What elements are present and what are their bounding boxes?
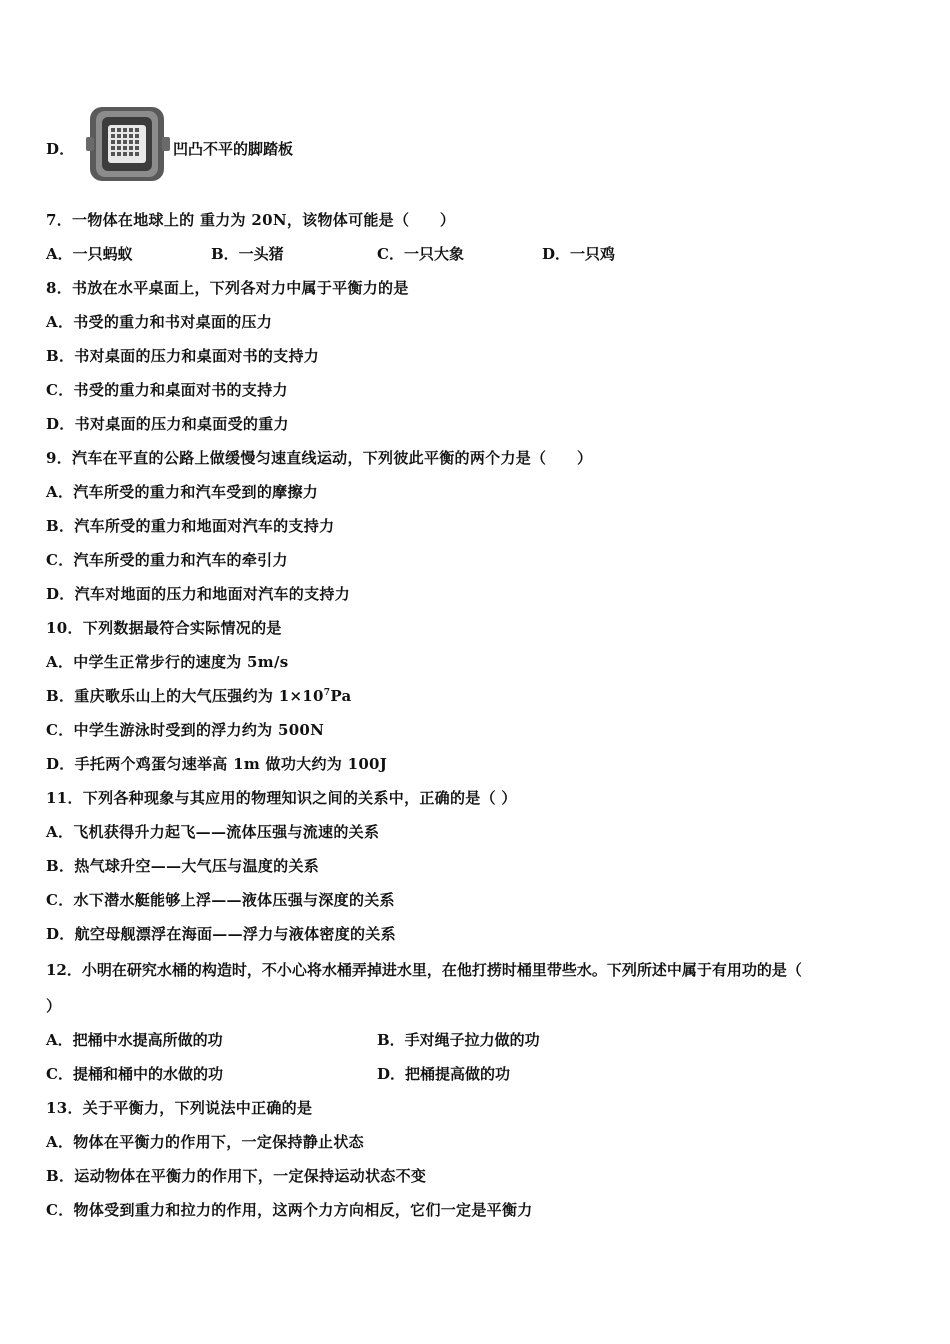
q13-option-a: A．物体在平衡力的作用下，一定保持静止状态 bbox=[46, 1133, 364, 1151]
q10-option-a: A．中学生正常步行的速度为 5m/s bbox=[46, 653, 289, 671]
q10-option-d: D．手托两个鸡蛋匀速举高 1m 做功大约为 100J bbox=[46, 755, 388, 773]
q9-option-b: B．汽车所受的重力和地面对汽车的支持力 bbox=[46, 517, 335, 535]
q7-option-d: D．一只鸡 bbox=[542, 245, 616, 263]
q7-option-a: A．一只蚂蚁 bbox=[46, 245, 133, 263]
q6-option-d-text: 凹凸不平的脚踏板 bbox=[173, 140, 294, 158]
q12-stem: 12．小明在研究水桶的构造时，不小心将水桶弄掉进水里，在他打捞时桶里带些水。下列所述中属于有用功的是（ bbox=[46, 961, 802, 979]
q8-stem: 8．书放在水平桌面上，下列各对力中属于平衡力的是 bbox=[46, 279, 409, 297]
q11-stem: 11．下列各种现象与其应用的物理知识之间的关系中，正确的是（ ） bbox=[46, 789, 517, 807]
q11-option-a: A．飞机获得升力起飞——流体压强与流速的关系 bbox=[46, 823, 380, 841]
q10-option-c: C．中学生游泳时受到的浮力约为 500N bbox=[46, 721, 325, 739]
q6-option-d-label: D． bbox=[46, 140, 75, 158]
q8-option-d: D．书对桌面的压力和桌面受的重力 bbox=[46, 415, 289, 433]
q11-option-d: D．航空母舰漂浮在海面——浮力与液体密度的关系 bbox=[46, 925, 396, 943]
q10-option-b-unit: Pa bbox=[330, 687, 352, 705]
q11-option-b: B．热气球升空——大气压与温度的关系 bbox=[46, 857, 320, 875]
q8-option-a: A．书受的重力和书对桌面的压力 bbox=[46, 313, 273, 331]
q9-option-c: C．汽车所受的重力和汽车的牵引力 bbox=[46, 551, 288, 569]
q13-stem: 13．关于平衡力，下列说法中正确的是 bbox=[46, 1099, 313, 1117]
q8-option-b: B．书对桌面的压力和桌面对书的支持力 bbox=[46, 347, 320, 365]
q13-option-c: C．物体受到重力和拉力的作用，这两个力方向相反，它们一定是平衡力 bbox=[46, 1201, 533, 1219]
q10-option-b-text: B．重庆歌乐山上的大气压强约为 1×10 bbox=[46, 687, 324, 705]
q12-option-c: C．提桶和桶中的水做的功 bbox=[46, 1065, 223, 1083]
q8-option-c: C．书受的重力和桌面对书的支持力 bbox=[46, 381, 288, 399]
q9-option-a: A．汽车所受的重力和汽车受到的摩擦力 bbox=[46, 483, 319, 501]
q12-stem-end: ） bbox=[46, 997, 62, 1015]
q12-option-a: A．把桶中水提高所做的功 bbox=[46, 1031, 223, 1049]
q13-option-b: B．运动物体在平衡力的作用下，一定保持运动状态不变 bbox=[46, 1167, 427, 1185]
q7-option-c: C．一只大象 bbox=[377, 245, 464, 263]
q11-option-c: C．水下潜水艇能够上浮——液体压强与深度的关系 bbox=[46, 891, 395, 909]
bicycle-pedal-icon bbox=[86, 101, 170, 185]
q12-option-d: D．把桶提高做的功 bbox=[377, 1065, 511, 1083]
q9-stem: 9．汽车在平直的公路上做缓慢匀速直线运动，下列彼此平衡的两个力是（ ） bbox=[46, 449, 593, 467]
q7-stem: 7．一物体在地球上的 重力为 20N，该物体可能是（ ） bbox=[46, 211, 456, 229]
q7-option-b: B．一头猪 bbox=[211, 245, 284, 263]
q9-option-d: D．汽车对地面的压力和地面对汽车的支持力 bbox=[46, 585, 351, 603]
q10-option-b-exponent: 7 bbox=[323, 688, 331, 698]
q10-stem: 10．下列数据最符合实际情况的是 bbox=[46, 619, 282, 637]
q10-option-b bbox=[46, 686, 352, 706]
q12-option-b: B．手对绳子拉力做的功 bbox=[377, 1031, 540, 1049]
